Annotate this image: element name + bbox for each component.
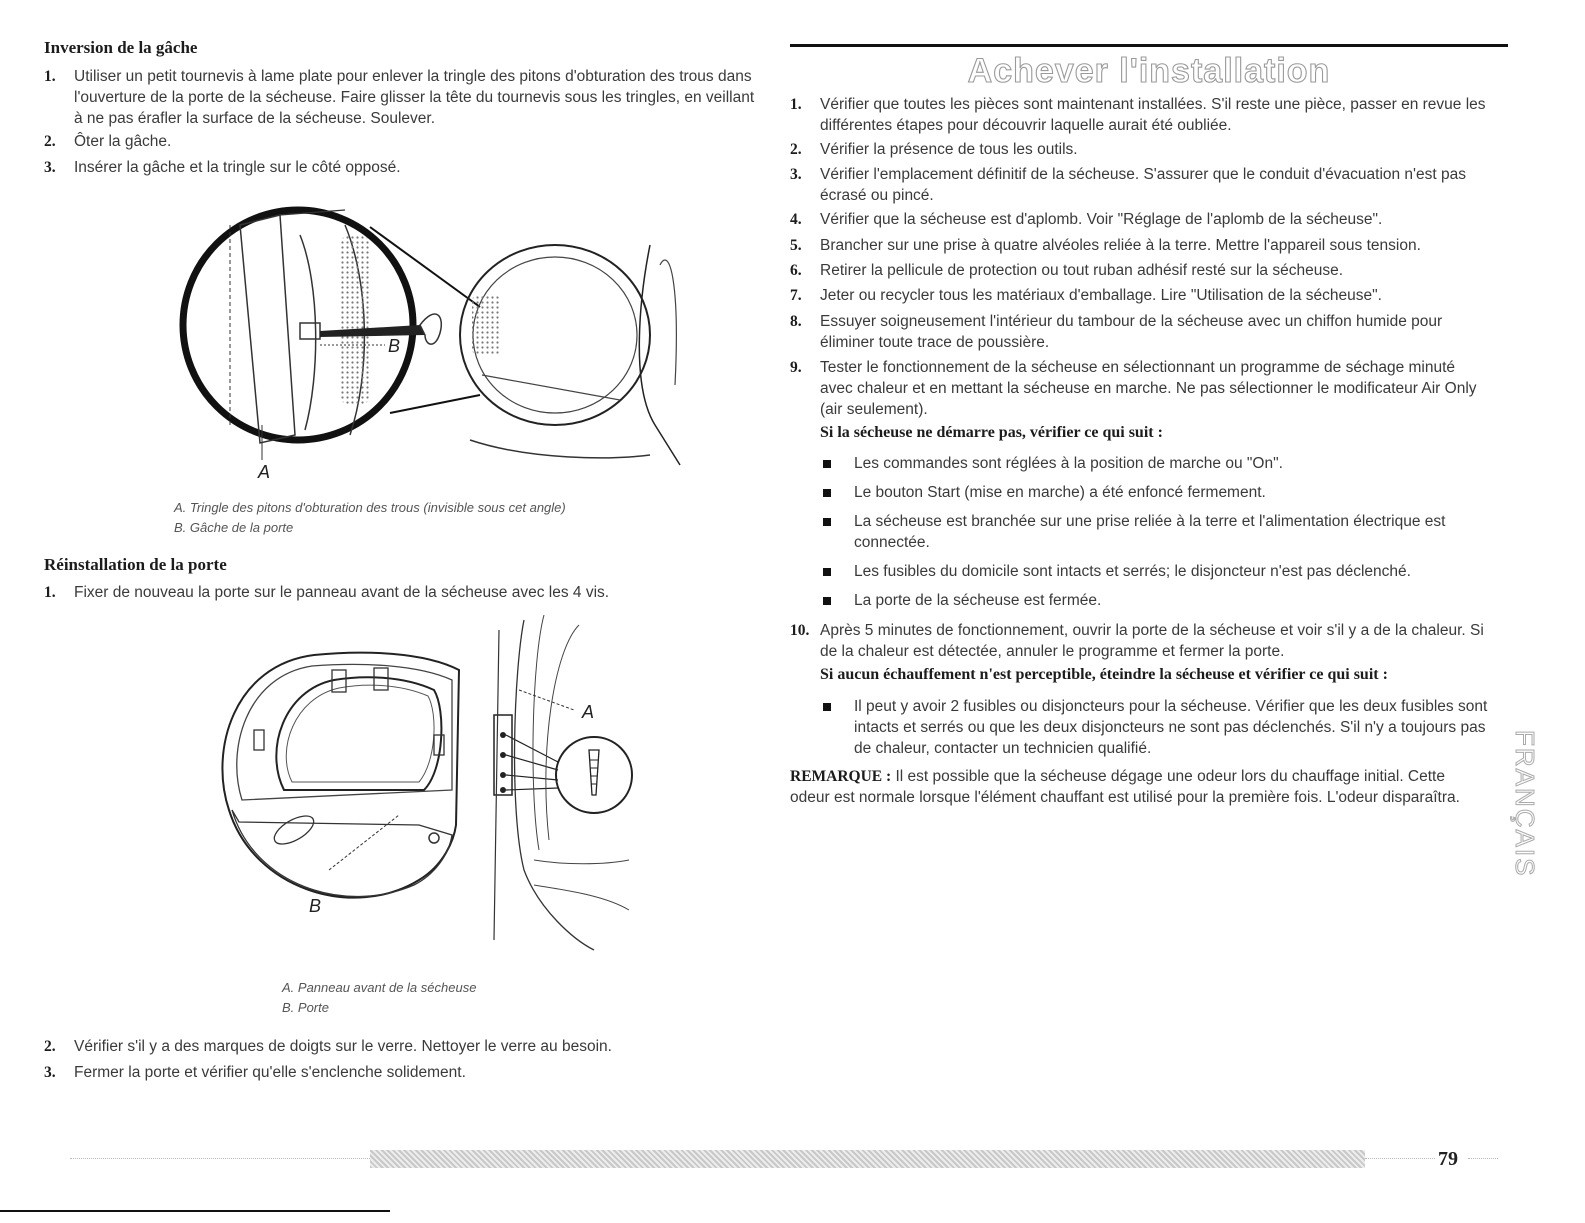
gache-step-1: 1. Utiliser un petit tournevis à lame plate pour enlever la tringle des pitons d'obturation des trous dans l'ouverture de la porte de la sécheuse. Faire glisser la tête du tournevis sous les tringles, en veillant à ne pas érafler la surface de la sécheuse. Soulever. [44,68,755,127]
gache-step-2: 2. Ôter la gâche. [44,133,172,150]
finish-step-5: 5. Brancher sur une prise à quatre alvéoles reliée à la terre. Mettre l'appareil sous tension. [790,237,1421,254]
page-number: 79 [1438,1148,1458,1170]
label-b: B [388,336,401,356]
bullet-square [823,489,831,497]
finish-step-3: 3. Vérifier l'emplacement définitif de la sécheuse. S'assurer que le conduit d'évacuation n'est pas écrasé ou pincé. [790,166,1466,204]
door-step-1: 1. Fixer de nouveau la porte sur le panneau avant de la sécheuse avec les 4 vis. [44,584,610,601]
no-start-item: Les fusibles du domicile sont intacts et serrés; le disjoncteur n'est pas déclenché. [820,561,1510,582]
bullet-square [823,460,831,468]
door-diagram [194,610,634,970]
no-start-item: La sécheuse est branchée sur une prise reliée à la terre et l'alimentation électrique est connectée. [820,511,1510,553]
footer-dotted-right [1365,1158,1435,1159]
no-heat-item: Il peut y avoir 2 fusibles ou disjoncteurs pour la sécheuse. Vérifier que les deux fusibles sont intacts et serrés ou que les deux disjoncteurs ne sont pas déclenchés. S'il n'y a toujours pas de chaleur, contacter un technicien qualifié. [820,696,1500,759]
label-a: A [258,462,271,482]
bullet-square [823,568,831,576]
note: REMARQUE : Il est possible que la sécheuse dégage une odeur lors du chauffage initial. Cette odeur est normale lorsque l'élément chauffant est utilisé pour la première fois. L'odeur disparaîtra. [790,768,1460,806]
bullet-square [823,518,831,526]
fig2-caption-a: A. Panneau avant de la sécheuse [282,980,477,995]
label-a: A [582,702,595,722]
bullet-square [823,597,831,605]
no-start-item: La porte de la sécheuse est fermée. [820,590,1510,611]
section-title: Achever l'installation [967,52,1331,90]
language-tab: FRANÇAIS [1510,730,1540,878]
label-b: B [309,896,322,916]
finish-step-9: 9. Tester le fonctionnement de la sécheuse en sélectionnant un programme de séchage minuté avec chaleur et en mettant la sécheuse en marche. Ne pas sélectionner le modificateur Air Only (air seulement). [790,359,1477,418]
footer-bar [370,1150,1365,1168]
footer-dotted-end [1468,1158,1498,1159]
footer-dotted-left [70,1158,370,1159]
fig1-caption-a: A. Tringle des pitons d'obturation des trous (invisible sous cet angle) [174,500,566,515]
finish-step-10: 10. Après 5 minutes de fonctionnement, ouvrir la porte de la sécheuse et voir s'il y a de la chaleur. Si de la chaleur est détectée, annuler le programme et fermer la porte. [790,622,1484,660]
heading-door-reinstall: Réinstallation de la porte [44,555,227,574]
finish-step-4: 4. Vérifier que la sécheuse est d'aplomb. Voir "Réglage de l'aplomb de la sécheuse". [790,211,1383,228]
finish-step-1: 1. Vérifier que toutes les pièces sont maintenant installées. S'il reste une pièce, passer en revue les différentes étapes pour découvrir laquelle aurait été oubliée. [790,96,1486,134]
door-step-2: 2. Vérifier s'il y a des marques de doigts sur le verre. Nettoyer le verre au besoin. [44,1038,612,1055]
finish-step-8: 8. Essuyer soigneusement l'intérieur du tambour de la sécheuse avec un chiffon humide pour éliminer toute trace de poussière. [790,313,1443,351]
finish-step-6: 6. Retirer la pellicule de protection ou tout ruban adhésif resté sur la sécheuse. [790,262,1343,279]
no-start-item: Les commandes sont réglées à la position de marche ou "On". [820,453,1510,474]
fig2-caption-b: B. Porte [282,1000,329,1015]
strike-diagram [170,185,700,495]
no-start-item: Le bouton Start (mise en marche) a été enfoncé fermement. [820,482,1510,503]
door-step-3: 3. Fermer la porte et vérifier qu'elle s'enclenche solidement. [44,1064,466,1081]
bottom-rule [0,1210,390,1212]
finish-step-2: 2. Vérifier la présence de tous les outils. [790,141,1078,158]
zoom-circle [183,210,413,440]
gache-step-3: 3. Insérer la gâche et la tringle sur le côté opposé. [44,159,401,176]
title-rule [790,44,1508,47]
fig1-caption-b: B. Gâche de la porte [174,520,294,535]
bullet-square [823,703,831,711]
no-start-heading: Si la sécheuse ne démarre pas, vérifier ce qui suit : [820,424,1163,441]
no-heat-heading: Si aucun échauffement n'est perceptible, éteindre la sécheuse et vérifier ce qui suit : [820,666,1388,683]
finish-step-7: 7. Jeter ou recycler tous les matériaux d'emballage. Lire "Utilisation de la sécheuse". [790,287,1382,304]
heading-gache-reversal: Inversion de la gâche [44,38,198,57]
